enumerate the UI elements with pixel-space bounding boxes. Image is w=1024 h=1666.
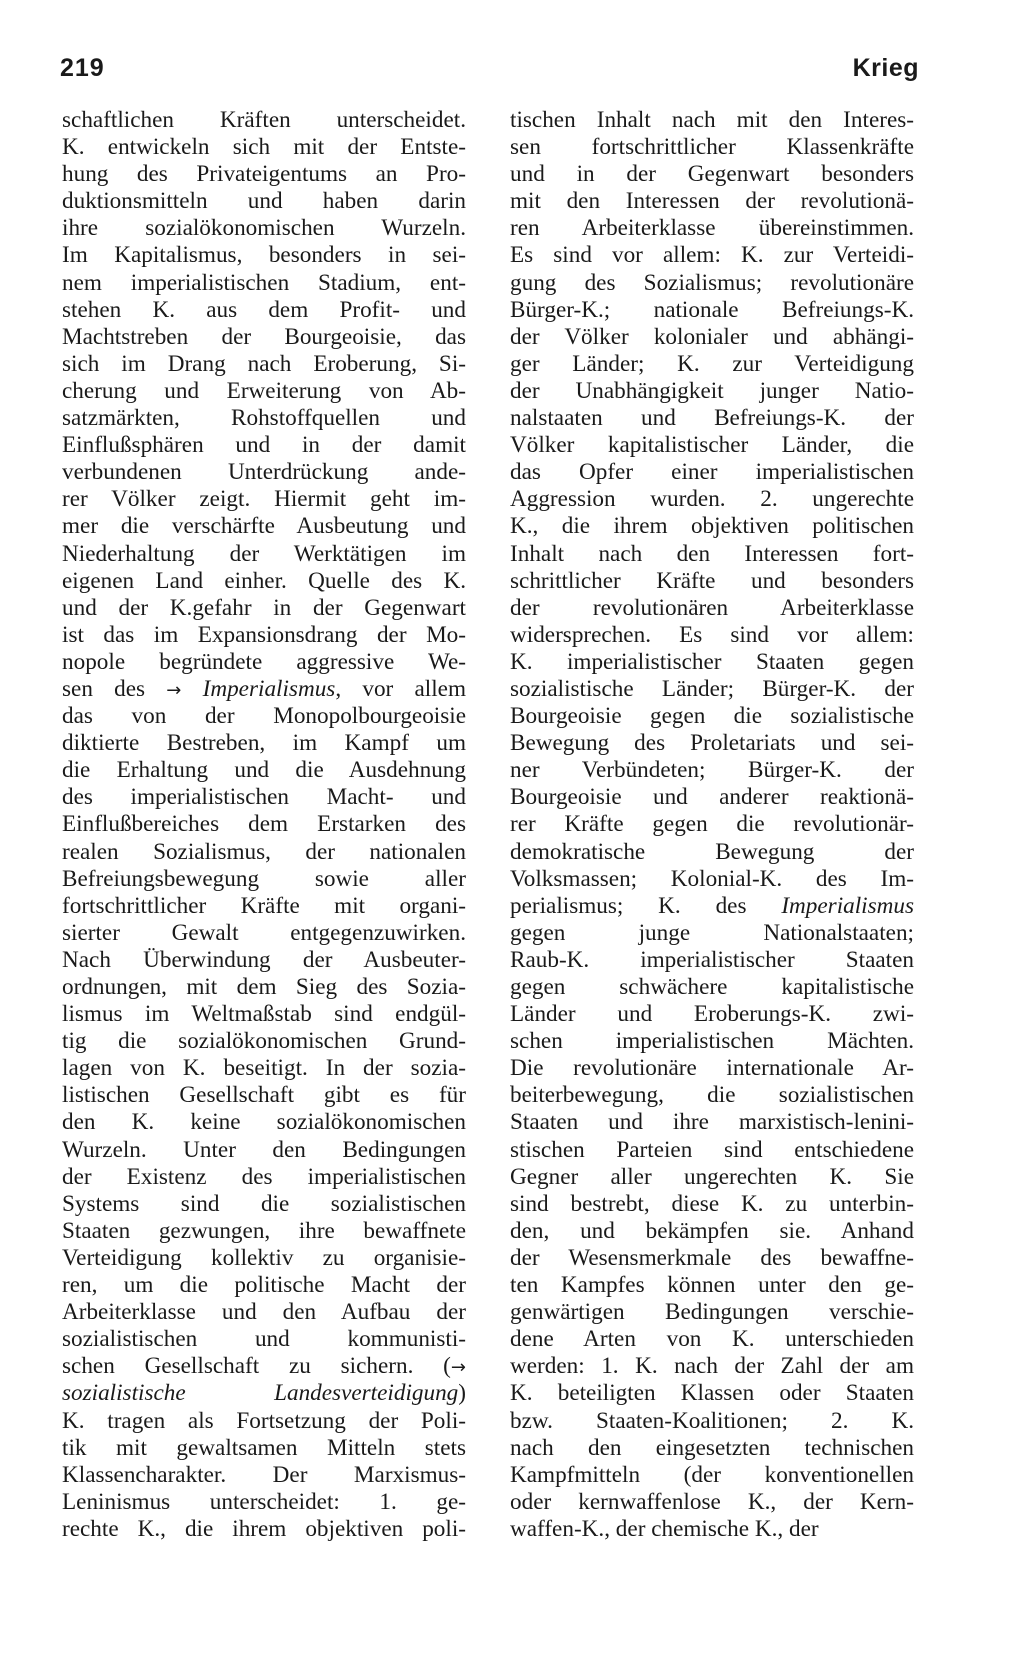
page-header bbox=[60, 54, 919, 94]
text-line: rechte K., die ihrem objektiven poli- bbox=[62, 1515, 466, 1542]
text-line: Verteidigung kollektiv zu organisie- bbox=[62, 1244, 466, 1271]
text-line: ihre sozialökonomischen Wurzeln. bbox=[62, 215, 466, 242]
text-line: gegen schwächere kapitalistische bbox=[510, 974, 914, 1000]
text-line: ist das im Expansionsdrang der Mo- bbox=[62, 621, 466, 648]
text-line: sen fortschrittlicher Klassenkräfte bbox=[510, 134, 914, 161]
text-line: Machtstreben der Bourgeoisie, das bbox=[62, 323, 466, 350]
text-line: perialismus; K. des Imperialismus bbox=[510, 892, 914, 919]
text-line: Klassencharakter. Der Marxismus- bbox=[62, 1461, 466, 1488]
text-line: Volksmassen; Kolonial-K. des Im- bbox=[510, 865, 914, 892]
text-line: Einflußbereiches dem Erstarken des bbox=[62, 811, 466, 838]
text-line: sozialistische Länder; Bürger-K. der bbox=[510, 675, 914, 702]
text-line: Systems sind die sozialistischen bbox=[62, 1190, 466, 1217]
text-line: der Existenz des imperialistischen bbox=[62, 1163, 466, 1190]
text-line: Inhalt nach den Interessen fort- bbox=[510, 540, 914, 567]
text-line: tik mit gewaltsamen Mitteln stets bbox=[62, 1434, 466, 1461]
text-line: widersprechen. Es sind vor allem: bbox=[510, 621, 914, 648]
text-line: Niederhaltung der Werktätigen im bbox=[62, 540, 466, 567]
text-line: demokratische Bewegung der bbox=[510, 838, 914, 865]
text-line: nalstaaten und Befreiungs-K. der bbox=[510, 405, 914, 432]
text-line: tischen Inhalt nach mit den Interes- bbox=[510, 107, 914, 133]
text-line: das Opfer einer imperialistischen bbox=[510, 459, 914, 486]
text-line: K. imperialistischer Staaten gegen bbox=[510, 648, 914, 675]
text-line: fortschrittlicher Kräfte mit organi- bbox=[62, 892, 466, 919]
text-line: Arbeiterklasse und den Aufbau der bbox=[62, 1299, 466, 1326]
text-line: sen des → Imperialismus, vor allem bbox=[62, 675, 466, 702]
text-column-left bbox=[62, 107, 466, 1543]
text-column-right bbox=[510, 107, 914, 1543]
text-line: das von der Monopolbourgeoisie bbox=[62, 703, 466, 730]
text-line: des imperialistischen Macht- und bbox=[62, 784, 466, 811]
text-line: Staaten gezwungen, ihre bewaffnete bbox=[62, 1217, 466, 1244]
text-line: nach den eingesetzten technischen bbox=[510, 1434, 914, 1461]
text-line: Länder und Eroberungs-K. zwi- bbox=[510, 1001, 914, 1028]
text-line: rer Kräfte gegen die revolutionär- bbox=[510, 811, 914, 838]
text-line: Gegner aller ungerechten K. Sie bbox=[510, 1163, 914, 1190]
text-line: ten Kampfes können unter den ge- bbox=[510, 1272, 914, 1299]
running-head: Krieg bbox=[852, 54, 919, 82]
text-line: waffen-K., der chemische K., der bbox=[510, 1515, 819, 1542]
text-line: stehen K. aus dem Profit- und bbox=[62, 296, 466, 323]
text-line: Kampfmitteln (der konventionellen bbox=[510, 1461, 914, 1488]
text-line: tig die sozialökonomischen Grund- bbox=[62, 1028, 466, 1055]
text-line: Im Kapitalismus, besonders in sei- bbox=[62, 242, 466, 269]
text-line: und der K.gefahr in der Gegenwart bbox=[62, 594, 466, 621]
text-line: eigenen Land einher. Quelle des K. bbox=[62, 567, 466, 594]
text-line: sind bestrebt, diese K. zu unterbin- bbox=[510, 1190, 914, 1217]
text-line: Raub-K. imperialistischer Staaten bbox=[510, 946, 914, 973]
text-line: beiterbewegung, die sozialistischen bbox=[510, 1082, 914, 1109]
page-number: 219 bbox=[60, 54, 105, 82]
text-line: der revolutionären Arbeiterklasse bbox=[510, 594, 914, 621]
text-line: sich im Drang nach Eroberung, Si- bbox=[62, 350, 466, 377]
text-line: Bewegung des Proletariats und sei- bbox=[510, 730, 914, 757]
text-line: ren Arbeiterklasse übereinstimmen. bbox=[510, 215, 914, 242]
text-line: Befreiungsbewegung sowie aller bbox=[62, 865, 466, 892]
text-line: schen imperialistischen Mächten. bbox=[510, 1028, 914, 1055]
text-line: der Wesensmerkmale des bewaffne- bbox=[510, 1244, 914, 1271]
text-line: mer die verschärfte Ausbeutung und bbox=[62, 513, 466, 540]
text-line: Völker kapitalistischer Länder, die bbox=[510, 432, 914, 459]
text-line: sozialistischen und kommunisti- bbox=[62, 1326, 466, 1353]
text-line: lagen von K. beseitigt. In der sozia- bbox=[62, 1055, 466, 1082]
text-line: ordnungen, mit dem Sieg des Sozia- bbox=[62, 974, 466, 1000]
text-line: K. tragen als Fortsetzung der Poli- bbox=[62, 1407, 466, 1434]
text-line: sozialistische Landesverteidigung) bbox=[62, 1380, 466, 1407]
text-line: der Völker kolonialer und abhängi- bbox=[510, 323, 914, 350]
text-line: gegen junge Nationalstaaten; bbox=[510, 919, 914, 946]
text-line: nopole begründete aggressive We- bbox=[62, 648, 466, 675]
text-line: schaftlichen Kräften unterscheidet. bbox=[62, 107, 466, 133]
text-line: der Unabhängigkeit junger Natio- bbox=[510, 377, 914, 404]
text-line: K., die ihrem objektiven politischen bbox=[510, 513, 914, 540]
text-line: werden: 1. K. nach der Zahl der am bbox=[510, 1353, 914, 1380]
text-line: listischen Gesellschaft gibt es für bbox=[62, 1082, 466, 1109]
text-line: K. beteiligten Klassen oder Staaten bbox=[510, 1380, 914, 1407]
text-line: rer Völker zeigt. Hiermit geht im- bbox=[62, 486, 466, 513]
text-line: ner Verbündeten; Bürger-K. der bbox=[510, 757, 914, 784]
text-line: cherung und Erweiterung von Ab- bbox=[62, 377, 466, 404]
text-line: hung des Privateigentums an Pro- bbox=[62, 161, 466, 188]
text-line: gung des Sozialismus; revolutionäre bbox=[510, 269, 914, 296]
text-line: schrittlicher Kräfte und besonders bbox=[510, 567, 914, 594]
text-line: mit den Interessen der revolutionä- bbox=[510, 188, 914, 215]
text-line: K. entwickeln sich mit der Entste- bbox=[62, 134, 466, 161]
text-line: dene Arten von K. unterschieden bbox=[510, 1326, 914, 1353]
text-line: schen Gesellschaft zu sichern. (→ bbox=[62, 1353, 466, 1380]
text-line: lismus im Weltmaßstab sind endgül- bbox=[62, 1001, 466, 1028]
text-line: ger Länder; K. zur Verteidigung bbox=[510, 350, 914, 377]
text-line: Die revolutionäre internationale Ar- bbox=[510, 1055, 914, 1082]
text-line: Es sind vor allem: K. zur Verteidi- bbox=[510, 242, 914, 269]
text-line: Leninismus unterscheidet: 1. ge- bbox=[62, 1488, 466, 1515]
text-line: genwärtigen Bedingungen verschie- bbox=[510, 1299, 914, 1326]
text-line: die Erhaltung und die Ausdehnung bbox=[62, 757, 466, 784]
text-line: den K. keine sozialökonomischen bbox=[62, 1109, 466, 1136]
text-line: bzw. Staaten-Koalitionen; 2. K. bbox=[510, 1407, 914, 1434]
text-line: Bürger-K.; nationale Befreiungs-K. bbox=[510, 296, 914, 323]
text-line: ren, um die politische Macht der bbox=[62, 1272, 466, 1299]
text-line: und in der Gegenwart besonders bbox=[510, 161, 914, 188]
text-line: stischen Parteien sind entschiedene bbox=[510, 1136, 914, 1163]
text-line: satzmärkten, Rohstoffquellen und bbox=[62, 405, 466, 432]
text-line: verbundenen Unterdrückung ande- bbox=[62, 459, 466, 486]
text-line: Nach Überwindung der Ausbeuter- bbox=[62, 946, 466, 973]
text-line: Bourgeoisie und anderer reaktionä- bbox=[510, 784, 914, 811]
text-line: duktionsmitteln und haben darin bbox=[62, 188, 466, 215]
text-line: Aggression wurden. 2. ungerechte bbox=[510, 486, 914, 513]
text-line: Staaten und ihre marxistisch-lenini- bbox=[510, 1109, 914, 1136]
text-line: realen Sozialismus, der nationalen bbox=[62, 838, 466, 865]
text-line: oder kernwaffenlose K., der Kern- bbox=[510, 1488, 914, 1515]
text-line: sierter Gewalt entgegenzuwirken. bbox=[62, 919, 466, 946]
text-line: Bourgeoisie gegen die sozialistische bbox=[510, 703, 914, 730]
text-line: nem imperialistischen Stadium, ent- bbox=[62, 269, 466, 296]
text-line: Einflußsphären und in der damit bbox=[62, 432, 466, 459]
text-line: diktierte Bestreben, im Kampf um bbox=[62, 730, 466, 757]
text-line: Wurzeln. Unter den Bedingungen bbox=[62, 1136, 466, 1163]
text-line: den, und bekämpfen sie. Anhand bbox=[510, 1217, 914, 1244]
